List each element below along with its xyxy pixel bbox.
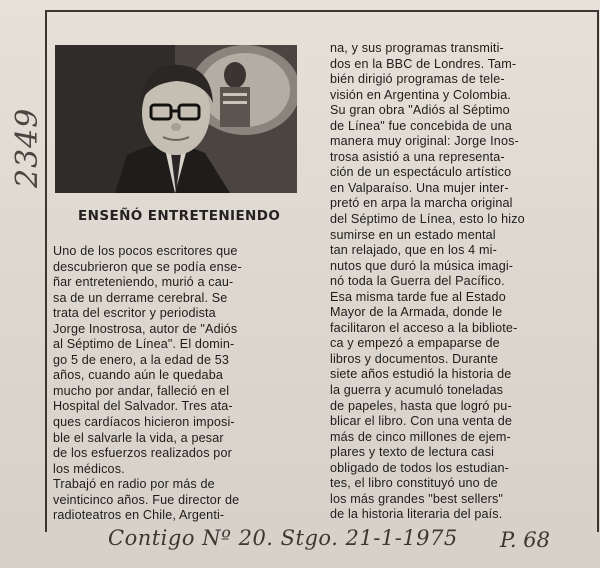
text-line: tes, el libro constituyó uno de (330, 476, 498, 491)
text-line: los médicos. (53, 461, 125, 476)
text-line: ques cardíacos hicieron imposi- (53, 415, 235, 430)
text-line: obligado de todos los estudian- (330, 460, 509, 475)
text-line: Esa misma tarde fue al Estado (330, 289, 506, 304)
text-line: nutos que duró la música imagi- (330, 258, 514, 273)
text-line: Hospital del Salvador. Tres ata- (53, 399, 233, 414)
text-line: de la historia literaria del país. (330, 507, 503, 522)
text-line: siete años estudió la historia de (330, 367, 512, 382)
text-line: veinticinco años. Fue director de (53, 492, 240, 507)
handwritten-page-number: P. 68 (500, 528, 550, 552)
text-line: de papeles, hasta que logró pu- (330, 398, 512, 413)
text-line: pretó en arpa la marcha original (330, 196, 513, 211)
text-line: Uno de los pocos escritores que (53, 244, 238, 258)
text-line: blicar el libro. Con una venta de (330, 414, 513, 429)
text-line: de los esfuerzos realizados por (53, 446, 232, 461)
article-headline: ENSEÑÓ ENTRETENIENDO (78, 208, 281, 224)
text-line: na, y sus programas transmiti- (330, 41, 504, 55)
text-line: ca y empezó a empaparse de (330, 336, 500, 351)
text-line: en Valparaíso. Una mujer inter- (330, 180, 509, 195)
portrait-photo (55, 45, 297, 193)
text-line: ción de un espectáculo artístico (330, 165, 512, 180)
portrait-illustration (55, 45, 297, 193)
text-line: go 5 de enero, a la edad de 53 (53, 352, 230, 367)
text-line: al Séptimo de Línea". El domin- (53, 337, 235, 352)
text-line: descubrieron que se podía ense- (53, 259, 242, 274)
text-line: dos en la BBC de Londres. Tam- (330, 56, 517, 71)
text-line: Trabajó en radio por más de (53, 477, 215, 492)
article-column-left (53, 244, 300, 524)
text-line: ñar entreteniendo, murió a cau- (53, 275, 234, 290)
text-line: ble el salvarle la vida, a pesar (53, 430, 224, 445)
text-line: facilitaron el acceso a la bibliote- (330, 320, 518, 335)
text-line: visión en Argentina y Colombia. (330, 87, 512, 102)
text-line: sa de un derrame cerebral. Se (53, 290, 228, 305)
text-line: Jorge Inostrosa, autor de "Adiós (53, 321, 238, 336)
text-line: de Línea" fue concebida de una (330, 118, 512, 133)
text-line: manera muy original: Jorge Inos- (330, 134, 519, 149)
text-line: Mayor de la Armada, donde le (330, 305, 503, 320)
article-column-right (330, 41, 576, 523)
archive-number: 2349 (10, 107, 45, 188)
text-line: plares y texto de lectura casi (330, 445, 495, 460)
archive-number-handwritten (6, 40, 46, 190)
text-line: trosa asistió a una representa- (330, 149, 505, 164)
text-line: tan relajado, que en los 4 mi- (330, 243, 497, 258)
text-line: nó toda la Guerra del Pacífico. (330, 274, 505, 289)
text-line: la guerra y acumuló toneladas (330, 383, 504, 398)
text-line: radioteatros en Chile, Argenti- (53, 508, 225, 523)
text-line: mucho por andar, falleció en el (53, 383, 230, 398)
text-line: del Séptimo de Línea, esto lo hizo (330, 212, 525, 227)
handwritten-source-note: Contigo Nº 20. Stgo. 21-1-1975 (108, 526, 458, 550)
text-line: sumirse en un estado mental (330, 227, 496, 242)
text-line: los más grandes "best sellers" (330, 491, 504, 506)
text-line: Su gran obra "Adiós al Séptimo (330, 103, 510, 118)
text-line: libros y documentos. Durante (330, 351, 498, 366)
text-line: más de cinco millones de ejem- (330, 429, 511, 444)
text-line: trata del escritor y periodista (53, 306, 216, 321)
text-line: bién dirigió programas de tele- (330, 72, 505, 87)
text-line: años, cuando aún le quedaba (53, 368, 224, 383)
